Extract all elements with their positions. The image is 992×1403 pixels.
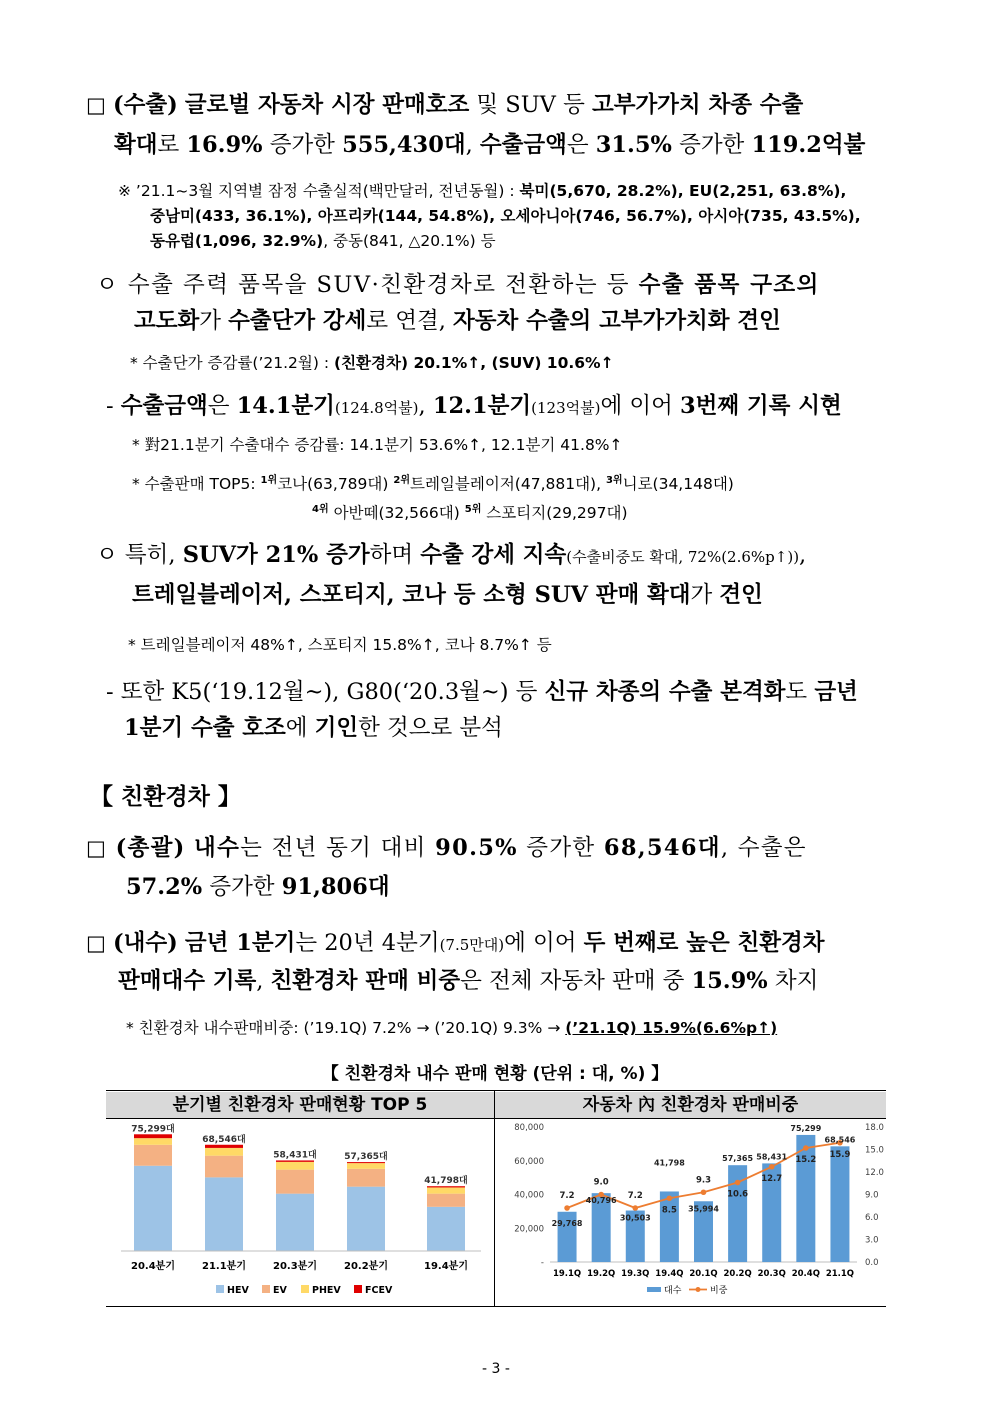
stack-segment-ev-3 <box>347 1169 385 1187</box>
export-o2-line-2: 트레일블레이저, 스포티지, 코나 등 소형 SUV 판매 확대가 견인 <box>132 582 763 608</box>
right-axis-tick-2: 6.0 <box>865 1213 879 1223</box>
total-label-4: 41,798대 <box>424 1176 468 1187</box>
legend-swatch-share-dot <box>696 1287 701 1292</box>
eco-domestic-line-1: □ (내수) 금년 1분기는 20년 4분기(7.5만대)에 이어 두 번째로 높은 친환경차 <box>86 930 825 956</box>
share-label-5: 10.6 <box>727 1189 749 1200</box>
stack-segment-phev-2 <box>276 1162 314 1170</box>
export-d1-line: - 수출금액은 14.1분기(124.8억불), 12.1분기(123억불)에 이어 3번째 기록 시현 <box>106 393 842 419</box>
right-axis-tick-1: 3.0 <box>865 1235 879 1246</box>
stack-segment-hev-3 <box>347 1187 385 1251</box>
total-label-1: 68,546대 <box>202 1134 246 1145</box>
left-axis-tick-2: 40,000 <box>514 1190 544 1201</box>
stack-segment-hev-0 <box>134 1166 172 1251</box>
volume-label-3: 41,798 <box>653 1158 685 1168</box>
quarter-label-7: 20.4Q <box>791 1269 820 1279</box>
page-number: - 3 - <box>482 1361 510 1377</box>
left-axis-tick-3: 60,000 <box>514 1156 544 1167</box>
quarter-label-0: 19.1Q <box>552 1269 582 1279</box>
share-point-4 <box>701 1189 707 1195</box>
legend-swatch-ev <box>262 1285 270 1293</box>
export-d2-line-2: 1분기 수출 호조에 기인한 것으로 분석 <box>124 715 503 741</box>
stack-segment-ev-2 <box>276 1170 314 1194</box>
left-stacked-bar-chart <box>106 1119 494 1303</box>
share-point-7 <box>803 1145 809 1151</box>
suv-growth-note: * 트레일블레이저 48%↑, 스포티지 15.8%↑, 코나 8.7%↑ 등 <box>128 636 552 654</box>
right-axis-tick-0: 0.0 <box>865 1258 879 1268</box>
category-label-1: 21.1분기 <box>202 1261 246 1272</box>
left-axis-tick-0: - <box>540 1258 544 1268</box>
share-label-0: 7.2 <box>559 1191 575 1201</box>
share-label-1: 9.0 <box>593 1177 609 1188</box>
legend-label-fcev: FCEV <box>365 1285 393 1296</box>
region-note-line-3: 동유럽(1,096, 32.9%), 중동(841, △20.1%) 등 <box>150 232 496 250</box>
volume-label-7: 75,299 <box>790 1123 822 1133</box>
legend-swatch-phev <box>301 1285 309 1293</box>
right-axis-tick-6: 18.0 <box>865 1123 884 1133</box>
export-para-line-2: 확대로 16.9% 증가한 555,430대, 수출금액은 31.5% 증가한 119.2억불 <box>114 132 866 158</box>
eco-domestic-line-2: 판매대수 기록, 친환경차 판매 비중은 전체 자동차 판매 중 15.9% 차지 <box>118 968 819 994</box>
right-axis-tick-3: 9.0 <box>865 1190 879 1201</box>
quarter-label-8: 21.1Q <box>825 1269 855 1279</box>
stack-segment-ev-1 <box>205 1156 243 1178</box>
top5-note-line-1: * 수출판매 TOP5: $^{1위}$코나(63,789대) $^{2위}$트레일블레이저(47,881대), $^{3위}$니로(34,148대) <box>132 475 734 494</box>
category-label-3: 20.2분기 <box>344 1261 388 1272</box>
share-label-4: 9.3 <box>695 1175 712 1186</box>
stack-segment-phev-3 <box>347 1163 385 1169</box>
legend-label-share: 비중 <box>710 1286 728 1296</box>
legend-label-phev: PHEV <box>312 1285 341 1296</box>
share-label-8: 15.9 <box>829 1149 851 1160</box>
export-o2-line-1: ㅇ 특히, SUV가 21% 증가하며 수출 강세 지속(수출비중도 확대, 72%(2.6%p↑)), <box>96 542 807 568</box>
stack-segment-fcev-4 <box>427 1186 465 1187</box>
stack-segment-fcev-0 <box>134 1134 172 1138</box>
total-label-2: 58,431대 <box>273 1150 317 1161</box>
left-axis-tick-1: 20,000 <box>514 1224 544 1235</box>
quarter-label-3: 19.4Q <box>655 1269 684 1279</box>
figure-title: 【 친환경차 내수 판매 현황 (단위 : 대, %) 】 <box>321 1064 669 1084</box>
region-note-line-1: ※ ’21.1~3월 지역별 잠정 수출실적(백만달러, 전년동월) : 북미(5,670, 28.2%), EU(2,251, 63.8%), <box>118 182 847 200</box>
stack-segment-fcev-2 <box>276 1160 314 1161</box>
quarter-label-2: 19.3Q <box>621 1269 650 1279</box>
share-label-3: 8.5 <box>661 1205 677 1216</box>
right-chart-title: 자동차 內 친환경차 판매비중 <box>495 1092 886 1118</box>
eco-summary-line-2: 57.2% 증가한 91,806대 <box>126 874 390 900</box>
quarter-label-6: 20.3Q <box>757 1269 786 1279</box>
share-point-0 <box>564 1205 570 1211</box>
export-o1-line-2: 고도화가 수출단가 강세로 연결, 자동차 수출의 고부가가치화 견인 <box>134 308 781 334</box>
share-point-3 <box>667 1195 673 1201</box>
export-o1-line-1: ㅇ 수출 주력 품목을 SUV·친환경차로 전환하는 등 수출 품목 구조의 <box>96 272 820 298</box>
right-bar-line-chart <box>495 1119 886 1303</box>
volume-change-note: * 對21.1분기 수출대수 증감률: 14.1분기 53.6%↑, 12.1분기 41.8%↑ <box>132 436 623 454</box>
total-label-0: 75,299대 <box>131 1124 175 1135</box>
volume-label-5: 57,365 <box>722 1154 754 1164</box>
volume-bar-8 <box>830 1146 849 1262</box>
volume-label-8: 68,546 <box>824 1135 856 1145</box>
legend-label-volume: 대수 <box>664 1286 682 1296</box>
quarter-label-1: 19.2Q <box>587 1269 616 1279</box>
share-point-5 <box>735 1180 741 1186</box>
region-note-line-2: 중남미(433, 36.1%), 아프리카(144, 54.8%), 오세아니아(746, 56.7%), 아시아(735, 43.5%), <box>150 207 861 225</box>
share-point-2 <box>632 1205 638 1211</box>
stack-segment-hev-1 <box>205 1177 243 1251</box>
left-axis-tick-4: 80,000 <box>514 1123 544 1133</box>
export-para-line-1: □ (수출) 글로벌 자동차 시장 판매호조 및 SUV 등 고부가가치 차종 수출 <box>86 92 804 118</box>
share-point-6 <box>769 1164 775 1170</box>
export-d2-line-1: - 또한 K5(‘19.12월~), G80(‘20.3월~) 등 신규 차종의 수출 본격화도 금년 <box>106 679 858 705</box>
top5-note-line-2: $^{4위}$ 아반떼(32,566대) $^{5위}$ 스포티지(29,297대) <box>312 504 628 523</box>
volume-bar-7 <box>796 1135 815 1262</box>
legend-label-ev: EV <box>273 1285 287 1296</box>
volume-label-4: 35,994 <box>688 1204 719 1214</box>
quarter-label-5: 20.2Q <box>723 1269 752 1279</box>
legend-swatch-fcev <box>354 1285 362 1293</box>
eco-summary-line-1: □ (총괄) 내수는 전년 동기 대비 90.5% 증가한 68,546대, 수출은 <box>86 835 807 861</box>
stack-segment-fcev-3 <box>347 1162 385 1163</box>
stack-segment-fcev-1 <box>205 1145 243 1148</box>
right-axis-tick-5: 15.0 <box>865 1145 884 1156</box>
share-label-6: 12.7 <box>761 1173 783 1184</box>
category-label-0: 20.4분기 <box>131 1261 175 1272</box>
left-chart-title: 분기별 친환경차 판매현황 TOP 5 <box>106 1092 494 1118</box>
unit-price-note: * 수출단가 증감률(’21.2월) : (친환경차) 20.1%↑, (SUV) 10.6%↑ <box>130 354 614 372</box>
stack-segment-hev-2 <box>276 1194 314 1251</box>
stack-segment-phev-1 <box>205 1148 243 1156</box>
share-label-7: 15.2 <box>795 1155 817 1165</box>
stack-segment-ev-4 <box>427 1194 465 1207</box>
stack-segment-phev-0 <box>134 1138 172 1145</box>
total-label-3: 57,365대 <box>344 1152 388 1163</box>
eco-heading: 【 친환경차 】 <box>90 784 241 810</box>
eco-share-note: * 친환경차 내수판매비중: (’19.1Q) 7.2% → (’20.1Q) 9.3% → (’21.1Q) 15.9%(6.6%p↑) <box>126 1019 778 1037</box>
stack-segment-hev-4 <box>427 1207 465 1251</box>
legend-label-hev: HEV <box>227 1285 249 1296</box>
legend-swatch-hev <box>216 1285 224 1293</box>
category-label-2: 20.3분기 <box>273 1261 317 1272</box>
share-label-2: 7.2 <box>627 1191 643 1201</box>
legend-swatch-volume <box>647 1287 661 1292</box>
volume-label-2: 30,503 <box>619 1213 651 1223</box>
volume-label-6: 58,431 <box>756 1152 788 1162</box>
stack-segment-ev-0 <box>134 1145 172 1166</box>
quarter-label-4: 20.1Q <box>689 1269 718 1279</box>
right-axis-tick-4: 12.0 <box>865 1168 884 1178</box>
volume-label-1: 40,796 <box>585 1196 617 1206</box>
volume-label-0: 29,768 <box>551 1218 583 1228</box>
stack-segment-phev-4 <box>427 1187 465 1193</box>
category-label-4: 19.4분기 <box>424 1261 468 1272</box>
volume-bar-3 <box>660 1191 679 1262</box>
